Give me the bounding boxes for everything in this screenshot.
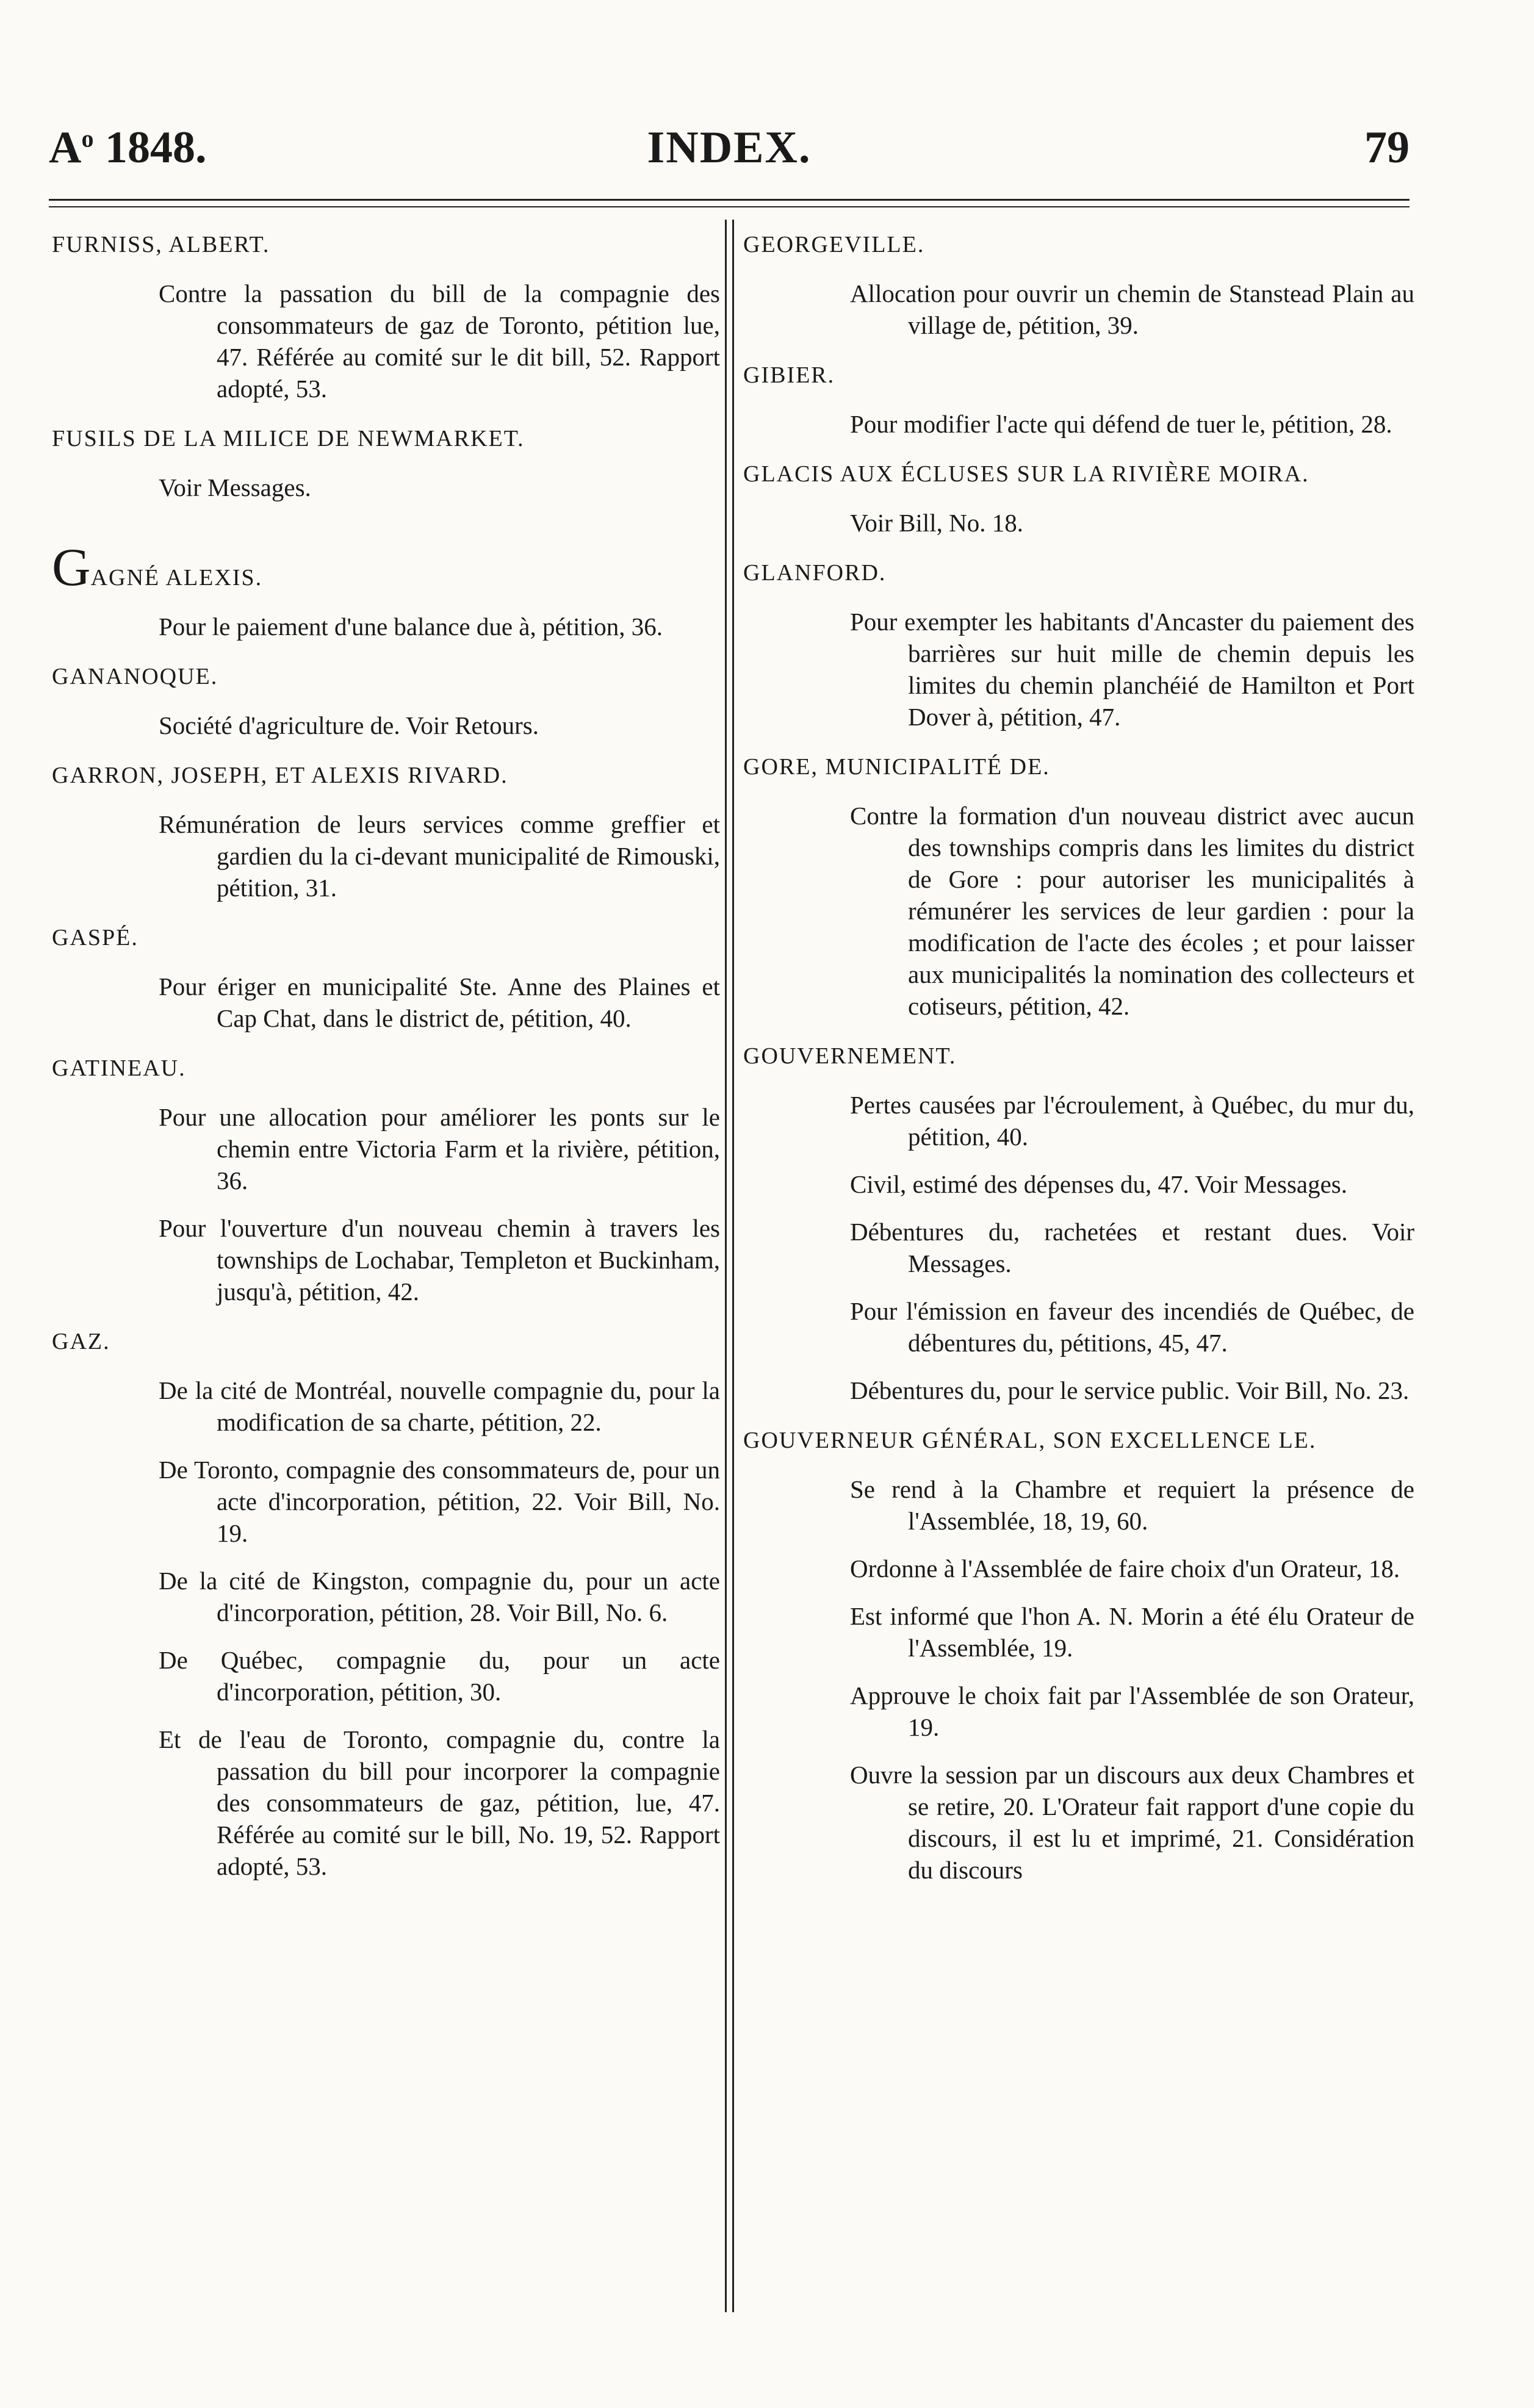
index-entry (743, 751, 1414, 1022)
heading-text: GARRON, JOSEPH, ET ALEXIS RIVARD. (52, 763, 508, 788)
heading-text: GLACIS AUX ÉCLUSES SUR LA RIVIÈRE MOIRA. (743, 461, 1309, 487)
right-column (743, 229, 1414, 1904)
index-heading (743, 557, 1414, 589)
index-entry (52, 1052, 720, 1307)
heading-text: GLANFORD. (743, 560, 887, 586)
heading-text: FUSILS DE LA MILICE DE NEWMARKET. (52, 426, 525, 451)
index-item: Est informé que l'hon A. N. Morin a été élu Orateur de l'Assemblée, 19. (850, 1602, 1414, 1662)
heading-text: GANANOQUE. (52, 664, 218, 689)
left-column (52, 229, 720, 1900)
index-item: Pour exempter les habitants d'Ancaster du paiement des barrières sur huit mille de chemin depuis les limites du chemin planchéié de Hamilton et Port Dover à, pétition, 47. (850, 608, 1414, 731)
heading-text: GATINEAU. (52, 1055, 186, 1081)
index-heading (52, 1052, 720, 1084)
index-item: Se rend à la Chambre et requiert la présence de l'Assemblée, 18, 19, 60. (850, 1475, 1414, 1535)
index-entry (52, 760, 720, 904)
index-heading (743, 751, 1414, 783)
index-entry (743, 1425, 1414, 1886)
heading-text: GOUVERNEUR GÉNÉRAL, SON EXCELLENCE LE. (743, 1428, 1317, 1453)
index-item: Et de l'eau de Toronto, compagnie du, contre la passation du bill pour incorporer la compagnie des consommateurs de gaz, pétition, lue, 47. Référée au comité sur le bill, No. 19, 52. Rapport adopté, 53. (159, 1725, 720, 1880)
year-value: 1848. (93, 123, 207, 173)
heading-text: AGNÉ ALEXIS. (90, 565, 263, 591)
index-heading (743, 229, 1414, 261)
index-item: De Toronto, compagnie des consommateurs de, pour un acte d'incorporation, pétition, 22. Voir Bill, No. 19. (159, 1456, 720, 1547)
index-item: Voir Bill, No. 18. (850, 509, 1023, 537)
heading-text: GIBIER. (743, 362, 835, 388)
heading-text: GAZ. (52, 1329, 110, 1354)
index-item: Approuve le choix fait par l'Assemblée de son Orateur, 19. (850, 1681, 1414, 1741)
index-item: De la cité de Kingston, compagnie du, pour un acte d'incorporation, pétition, 28. Voir Bill, No. 6. (159, 1567, 720, 1626)
page-header (49, 110, 1410, 183)
heading-text: GEORGEVILLE. (743, 232, 925, 257)
page-number: 79 (1364, 123, 1410, 173)
year-prefix: A (49, 123, 82, 173)
year-superscript: o (81, 124, 94, 153)
index-item: Contre la passation du bill de la compagnie des consommateurs de gaz de Toronto, pétition lue, 47. Référée au comité sur le dit bill, 52. Rapport adopté, 53. (159, 279, 720, 403)
index-heading (743, 458, 1414, 490)
heading-text: FURNISS, ALBERT. (52, 232, 270, 257)
index-item: Pour une allocation pour améliorer les ponts sur le chemin entre Victoria Farm et la rivière, pétition, 36. (159, 1103, 720, 1195)
heading-text: GORE, MUNICIPALITÉ DE. (743, 754, 1050, 780)
index-heading (52, 423, 720, 455)
index-heading (52, 922, 720, 954)
index-entry (743, 229, 1414, 341)
index-heading (52, 760, 720, 791)
index-entry (52, 1326, 720, 1882)
column-divider-left (725, 220, 727, 2312)
index-entry (743, 359, 1414, 440)
index-item: Allocation pour ouvrir un chemin de Stanstead Plain au village de, pétition, 39. (850, 279, 1414, 339)
index-entry (52, 229, 720, 404)
index-heading (52, 1326, 720, 1357)
index-heading (743, 359, 1414, 391)
drop-capital: G (52, 538, 91, 597)
index-item: De la cité de Montréal, nouvelle compagnie du, pour la modification de sa charte, pétition, 22. (159, 1376, 720, 1436)
index-heading (743, 1425, 1414, 1456)
index-entry (743, 458, 1414, 539)
index-entry (743, 1040, 1414, 1406)
index-item: Rémunération de leurs services comme greffier et gardien du la ci-devant municipalité de Rimouski, pétition, 31. (159, 810, 720, 902)
index-item: Pertes causées par l'écroulement, à Québec, du mur du, pétition, 40. (850, 1091, 1414, 1151)
index-heading (52, 229, 720, 261)
heading-text: GOUVERNEMENT. (743, 1043, 957, 1069)
index-item: Débentures du, pour le service public. Voir Bill, No. 23. (850, 1376, 1410, 1404)
index-item: Ordonne à l'Assemblée de faire choix d'un Orateur, 18. (850, 1554, 1400, 1583)
index-item: Contre la formation d'un nouveau district avec aucun des townships compris dans les limites du district de Gore : pour autoriser les municipalités à rémunérer les services de leur gardien : pour la modification de l'acte des écoles ; et pour laisser aux municipalités la nomination des collecteurs et cotiseurs, pétition, 42. (850, 802, 1414, 1020)
index-item: Pour modifier l'acte qui défend de tuer le, pétition, 28. (850, 410, 1392, 438)
index-entry (743, 557, 1414, 733)
heading-text: GASPÉ. (52, 925, 139, 951)
index-item: Pour le paiement d'une balance due à, pétition, 36. (159, 613, 663, 641)
index-item: De Québec, compagnie du, pour un acte d'incorporation, pétition, 30. (159, 1646, 720, 1706)
page-title: INDEX. (647, 123, 812, 173)
index-item: Pour l'ouverture d'un nouveau chemin à travers les townships de Lochabar, Templeton et Buckinham, jusqu'à, pétition, 42. (159, 1214, 720, 1306)
index-item: Pour l'émission en faveur des incendiés de Québec, de débentures du, pétitions, 45, 47. (850, 1297, 1414, 1357)
index-entry (52, 661, 720, 741)
index-heading (743, 1040, 1414, 1072)
index-item: Pour ériger en municipalité Ste. Anne des Plaines et Cap Chat, dans le district de, pétition, 40. (159, 972, 720, 1032)
index-item: Société d'agriculture de. Voir Retours. (159, 711, 539, 739)
index-item: Ouvre la session par un discours aux deux Chambres et se retire, 20. L'Orateur fait rapport d'une copie du discours, il est lu et imprimé, 21. Considération du discours (850, 1761, 1414, 1884)
index-entry (52, 423, 720, 503)
index-heading (52, 538, 720, 597)
index-item: Voir Messages. (159, 473, 311, 501)
index-entry (52, 538, 720, 642)
header-rule-bottom (49, 206, 1410, 207)
index-item: Débentures du, rachetées et restant dues. Voir Messages. (850, 1218, 1414, 1278)
header-rule-top (49, 199, 1410, 201)
index-heading (52, 661, 720, 692)
index-entry (52, 922, 720, 1034)
column-divider-right (732, 220, 734, 2312)
index-item: Civil, estimé des dépenses du, 47. Voir Messages. (850, 1170, 1347, 1198)
